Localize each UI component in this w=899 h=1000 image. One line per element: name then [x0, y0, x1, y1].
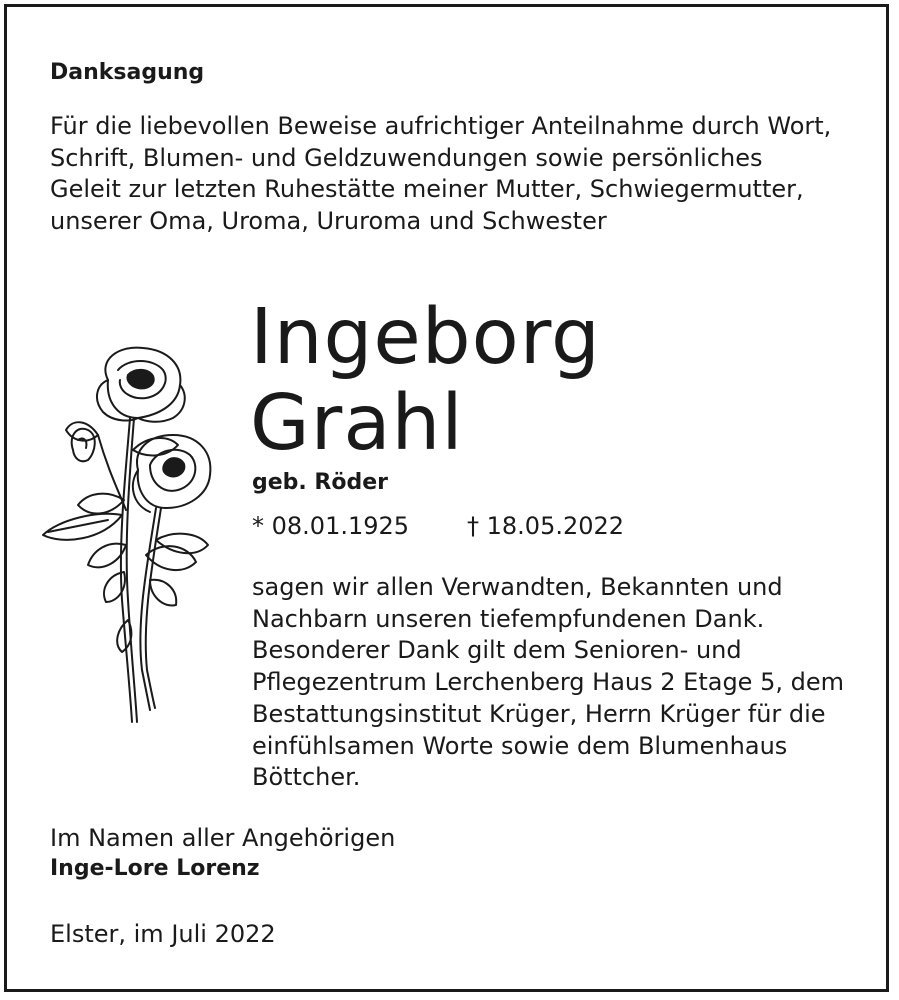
rose-icon [38, 340, 218, 725]
on-behalf-line: Im Namen aller Angehörigen [50, 824, 396, 852]
notice-heading: Danksagung [50, 60, 205, 85]
place-date: Elster, im Juli 2022 [50, 920, 276, 948]
death-date: † 18.05.2022 [467, 512, 625, 540]
birth-date: * 08.01.1925 [252, 512, 410, 540]
thanks-text: sagen wir allen Verwandten, Bekannten und Nachbarn unseren tiefempfundenen Dank. Besonderer Dank gilt dem Senioren- und Pflegezentrum Lerchenberg Haus 2 Etage 5, dem Bestattungsinstitut Krüger, Herrn Krüger für die einfühlsamen Worte sowie dem Blumenhaus Böttcher. [252, 573, 844, 792]
intro-text: Für die liebevollen Beweise aufrichtiger Anteilnahme durch Wort, Schrift, Blumen- und Geldzuwendungen sowie persönliches Geleit zur letzten Ruhestätte meiner Mutter, Schwiegermutter, unserer Oma, Uroma, Ururoma und Schwester [50, 112, 832, 235]
deceased-first-name: Ingeborg [250, 293, 601, 382]
signer-name: Inge-Lore Lorenz [50, 856, 260, 881]
maiden-name: geb. Röder [252, 470, 389, 495]
deceased-name [250, 295, 601, 467]
deceased-last-name: Grahl [250, 379, 464, 468]
